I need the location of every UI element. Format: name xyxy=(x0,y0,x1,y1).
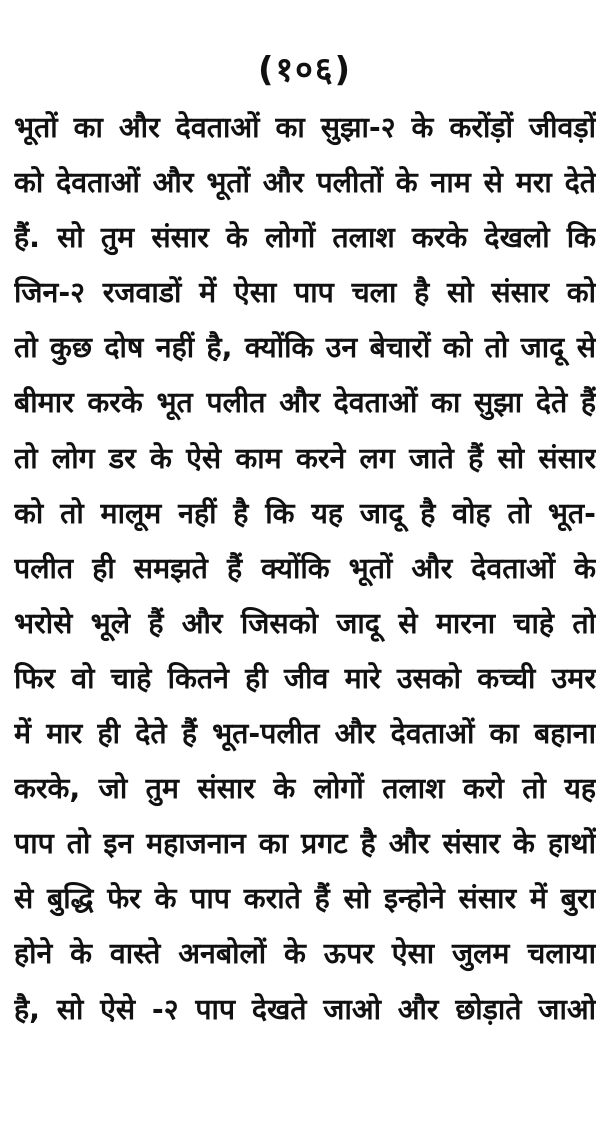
text-line: में मार ही देते हैं भूत-पलीत और देवताओं का बहाना xyxy=(14,717,596,751)
text-line: तो कुछ दोष नहीं है, क्योंकि उन बेचारों को तो जादू से xyxy=(14,331,596,365)
text-line: भूतों का और देवताओं का सुझा-२ के करोंड़ों जीवड़ों xyxy=(14,111,596,144)
text-line: तो लोग डर के ऐसे काम करने लग जाते हैं सो संसार xyxy=(14,441,596,475)
text-line: को देवताओं और भूतों और पलीतों के नाम से मरा देते xyxy=(14,166,596,200)
text-line: को तो मालूम नहीं है कि यह जादू है वोह तो भूत- xyxy=(14,496,596,530)
text-line: फिर वो चाहे कितने ही जीव मारे उसको कच्ची उमर xyxy=(14,661,596,695)
page-number: (१०६) xyxy=(257,50,353,90)
text-line: है, सो ऐसे -२ पाप देखते जाओ और छोड़ाते जाओ xyxy=(14,992,596,1026)
text-line: भरोसे भूले हैं और जिसको जादू से मारना चाहे तो xyxy=(14,606,596,640)
body-text xyxy=(14,100,596,1037)
text-line: पाप तो इन महाजनान का प्रगट है और संसार के हाथों xyxy=(14,827,596,861)
text-line: जिन-२ रजवाडों में ऐसा पाप चला है सो संसार को xyxy=(14,276,596,310)
text-line: से बुद्धि फेर के पाप कराते हैं सो इन्होने संसार में बुरा xyxy=(14,882,596,916)
text-line: करके, जो तुम संसार के लोगों तलाश करो तो यह xyxy=(14,772,596,806)
text-line: बीमार करके भूत पलीत और देवताओं का सुझा देते हैं xyxy=(14,386,596,420)
text-line: पलीत ही समझते हैं क्योंकि भूतों और देवताओं के xyxy=(14,551,596,585)
text-line: हैं. सो तुम संसार के लोगों तलाश करके देखलो कि xyxy=(14,221,596,255)
text-line: होने के वास्ते अनबोलों के ऊपर ऐसा जुलम चलाया xyxy=(14,937,596,971)
